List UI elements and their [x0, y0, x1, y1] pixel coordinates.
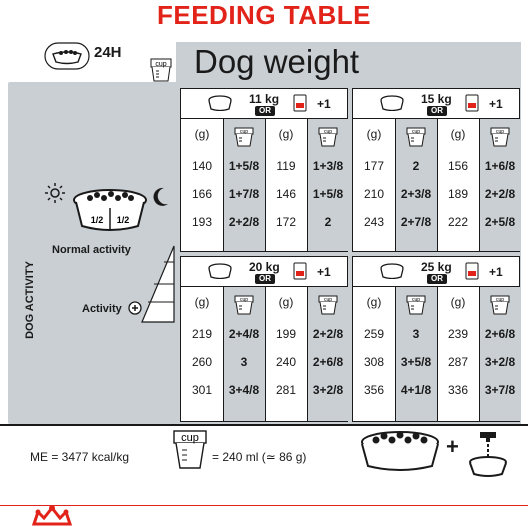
cup-column-icon: [479, 295, 521, 318]
grams-value: 156: [447, 159, 469, 173]
cup-icon-large: [172, 430, 208, 475]
svg-text:cup: cup: [411, 297, 421, 303]
cup-column-icon: [307, 127, 349, 150]
weight-label: 20 kg: [249, 260, 280, 274]
cup-column: [307, 119, 349, 251]
food-bag-icon: [293, 94, 307, 117]
cup-column-icon: [395, 295, 437, 318]
weight-block-header: [353, 257, 519, 287]
cup-value: 2+7/8: [400, 215, 432, 229]
plus-one-label: +1: [317, 97, 331, 111]
grams-header: (g): [366, 127, 382, 141]
weight-block-header: [353, 89, 519, 119]
cup-value: 3+4/8: [228, 383, 260, 397]
footer-divider: [0, 424, 528, 426]
weight-block-header: [181, 257, 347, 287]
grams-header: (g): [366, 295, 382, 309]
cup-value: 4+1/8: [400, 383, 432, 397]
cup-column: [479, 287, 521, 421]
cup-column-icon: [479, 127, 521, 150]
grams-header: (g): [194, 295, 210, 309]
column-divider: [223, 287, 224, 421]
cup-icon-label: cup: [155, 61, 167, 68]
grams-column: [437, 287, 479, 421]
grams-value: 219: [191, 327, 213, 341]
column-divider: [307, 287, 308, 421]
column-divider: [437, 287, 438, 421]
bowl-icon: [207, 95, 233, 116]
grams-value: 189: [447, 187, 469, 201]
grams-value: 140: [191, 159, 213, 173]
sun-icon: [44, 182, 66, 209]
cup-value: 3: [240, 355, 248, 369]
cup-value: 2+2/8: [228, 215, 260, 229]
cup-value: 2+5/8: [484, 215, 516, 229]
dog-activity-label: [20, 240, 40, 360]
food-bag-icon: [293, 262, 307, 285]
plus-one-label: +1: [489, 97, 503, 111]
column-divider: [437, 119, 438, 251]
cup-value: 2: [324, 215, 332, 229]
grams-value: 336: [447, 383, 469, 397]
cup-column-icon: [307, 295, 349, 318]
grams-value: 172: [275, 215, 297, 229]
column-divider: [395, 119, 396, 251]
grams-value: 308: [363, 355, 385, 369]
energy-label: ME = 3477 kcal/kg: [30, 450, 130, 464]
cup-column: [223, 287, 265, 421]
cup-icon: [150, 58, 172, 87]
cup-value: 2+2/8: [484, 187, 516, 201]
column-divider: [307, 119, 308, 251]
cup-large-label: cup: [181, 432, 199, 444]
grams-value: 281: [275, 383, 297, 397]
grams-column: [265, 119, 307, 251]
grams-column: [353, 287, 395, 421]
dog-activity-text: DOG ACTIVITY: [24, 261, 36, 339]
grams-value: 177: [363, 159, 385, 173]
svg-text:cup: cup: [323, 129, 333, 135]
weight-block: [352, 88, 520, 252]
column-divider: [395, 287, 396, 421]
cup-value: 2+6/8: [484, 327, 516, 341]
grams-value: 287: [447, 355, 469, 369]
grams-value: 166: [191, 187, 213, 201]
grams-value: 119: [276, 159, 296, 173]
weight-block: [180, 88, 348, 252]
footer-plus: +: [446, 434, 459, 459]
bowl-icon: [379, 95, 405, 116]
half-left-label: 1/2: [90, 215, 104, 225]
svg-text:cup: cup: [239, 129, 249, 135]
grams-value: 243: [363, 215, 385, 229]
cup-value: 2+4/8: [228, 327, 260, 341]
svg-text:cup: cup: [239, 297, 249, 303]
cup-value: 1+3/8: [312, 159, 344, 173]
weight-label: 11 kg: [249, 92, 280, 106]
cup-column-icon: [223, 127, 265, 150]
label-24h: 24H: [94, 44, 122, 61]
dog-weight-heading: Dog weight: [194, 43, 360, 80]
cup-column: [307, 287, 349, 421]
cup-value: 2+2/8: [312, 327, 344, 341]
grams-value: 239: [447, 327, 469, 341]
cup-value: 1+6/8: [484, 159, 516, 173]
footer-bottom-rule: [0, 505, 528, 506]
grams-value: 240: [275, 355, 297, 369]
grams-column: [437, 119, 479, 251]
grams-value: 259: [363, 327, 385, 341]
grams-column: [353, 119, 395, 251]
plus-one-label: +1: [317, 265, 331, 279]
water-bowl-icon: [466, 430, 510, 483]
column-divider: [265, 287, 266, 421]
grams-value: 301: [191, 383, 213, 397]
plus-one-label: +1: [489, 265, 503, 279]
weight-label: 15 kg: [421, 92, 452, 106]
weight-block: [180, 256, 348, 422]
cup-value: 2: [412, 159, 420, 173]
cup-column: [479, 119, 521, 251]
half-right-label: 1/2: [116, 215, 130, 225]
food-bag-icon: [465, 94, 479, 117]
cup-value: 3+2/8: [484, 355, 516, 369]
column-divider: [265, 119, 266, 251]
food-bag-icon: [465, 262, 479, 285]
or-badge: OR: [255, 274, 275, 284]
grams-header: (g): [450, 127, 466, 141]
grams-value: 146: [275, 187, 297, 201]
grams-column: [265, 287, 307, 421]
cup-volume-label: = 240 ml (≃ 86 g): [212, 450, 307, 464]
cup-value: 3+5/8: [400, 355, 432, 369]
moon-icon: [152, 186, 170, 213]
grams-value: 199: [275, 327, 297, 341]
bowl-24h-icon: [44, 42, 90, 75]
column-divider: [479, 119, 480, 251]
or-badge: OR: [427, 106, 447, 116]
cup-value: 1+5/8: [312, 187, 344, 201]
svg-text:cup: cup: [495, 129, 505, 135]
food-bowl-icon: [358, 428, 442, 479]
cup-value: 2+3/8: [400, 187, 432, 201]
grams-column: [181, 287, 223, 421]
normal-activity-label: Normal activity: [52, 244, 131, 256]
bowl-icon: [207, 263, 233, 284]
cup-column-icon: [395, 127, 437, 150]
cup-value: 3+2/8: [312, 383, 344, 397]
grams-value: 210: [363, 187, 385, 201]
cup-value: 3: [412, 327, 420, 341]
svg-text:cup: cup: [323, 297, 333, 303]
grams-column: [181, 119, 223, 251]
activity-arrow-icon: [140, 244, 180, 329]
column-divider: [223, 119, 224, 251]
activity-label: Activity: [82, 303, 122, 315]
cup-value: 3+7/8: [484, 383, 516, 397]
or-badge: OR: [427, 274, 447, 284]
grams-value: 356: [363, 383, 385, 397]
grams-header: (g): [450, 295, 466, 309]
svg-text:cup: cup: [495, 297, 505, 303]
cup-value: 1+5/8: [228, 159, 260, 173]
page-title: FEEDING TABLE: [156, 0, 372, 30]
grams-value: 222: [447, 215, 469, 229]
cup-column: [223, 119, 265, 251]
or-badge: OR: [255, 106, 275, 116]
cup-value: 2+6/8: [312, 355, 344, 369]
weight-label: 25 kg: [421, 260, 452, 274]
svg-text:cup: cup: [411, 129, 421, 135]
cup-value: 1+7/8: [228, 187, 260, 201]
grams-value: 193: [191, 215, 213, 229]
royal-canin-logo-crown-icon: [30, 504, 74, 527]
grams-header: (g): [278, 295, 294, 309]
cup-column: [395, 287, 437, 421]
weight-block-header: [181, 89, 347, 119]
grams-header: (g): [278, 127, 294, 141]
cup-column-icon: [223, 295, 265, 318]
weight-block: [352, 256, 520, 422]
grams-value: 260: [191, 355, 213, 369]
half-bowl-icon: [70, 186, 150, 241]
bowl-icon: [379, 263, 405, 284]
column-divider: [479, 287, 480, 421]
grams-header: (g): [194, 127, 210, 141]
cup-column: [395, 119, 437, 251]
